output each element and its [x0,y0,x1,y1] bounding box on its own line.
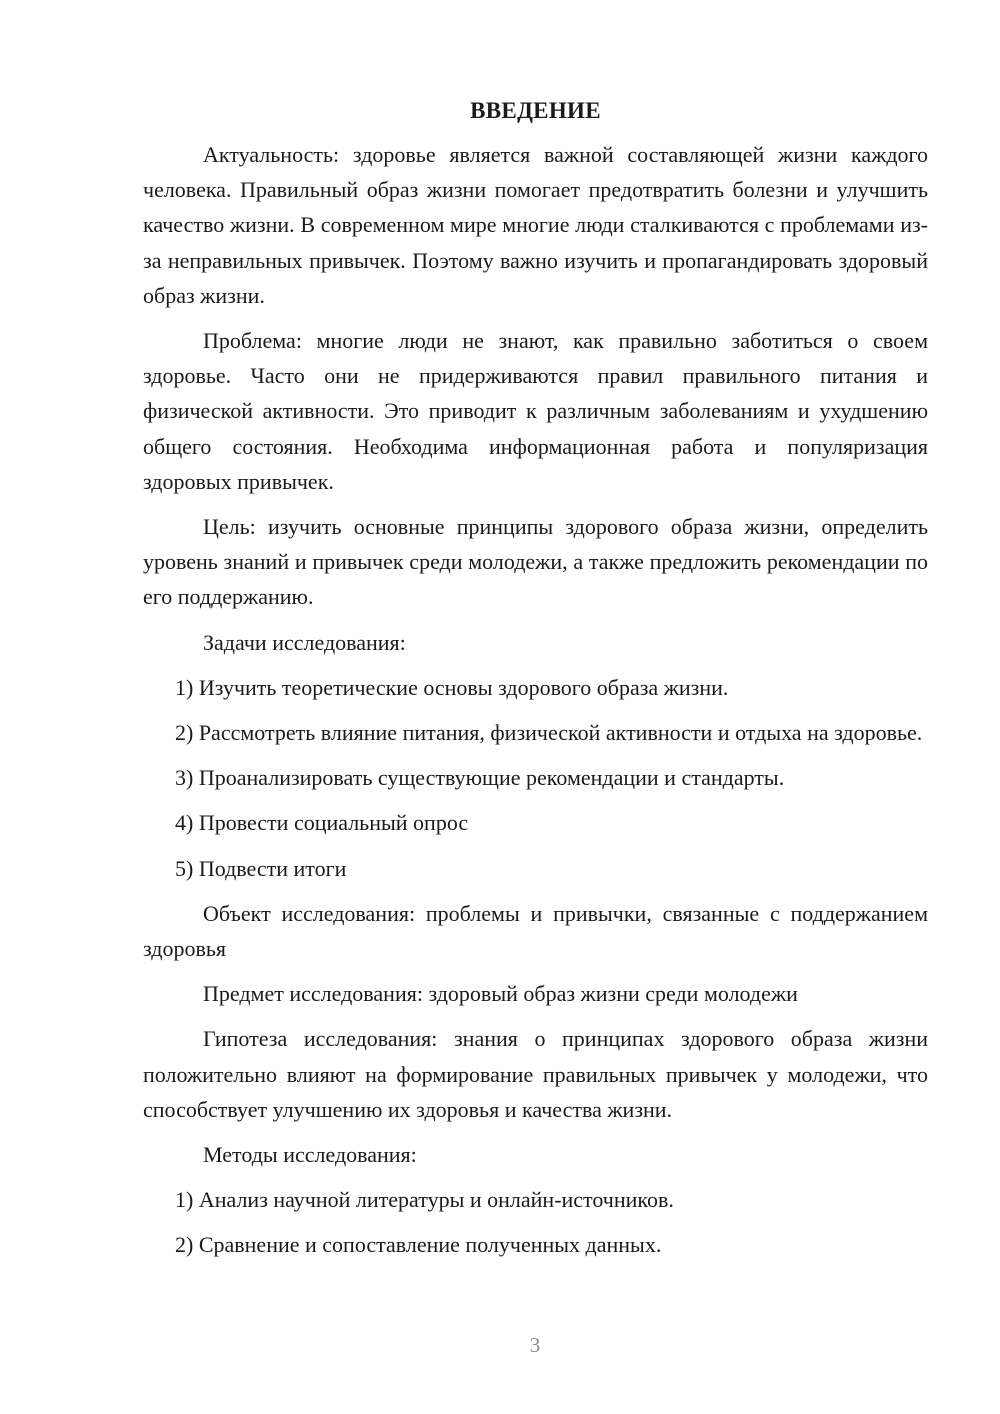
task-item-2: 2) Рассмотреть влияние питания, физической активности и отдыха на здоровье. [175,720,923,746]
subject-paragraph: Предмет исследования: здоровый образ жизни среди молодежи [203,981,798,1007]
goal-paragraph: Цель: изучить основные принципы здорового образа жизни, определить уровень знаний и привычек среди молодежи, а также предложить рекомендации по его поддержанию. [143,514,928,610]
document-page [143,96,928,1263]
method-item-1: 1) Анализ научной литературы и онлайн-источников. [175,1187,674,1213]
relevance-paragraph: Актуальность: здоровье является важной составляющей жизни каждого человека. Правильный образ жизни помогает предотвратить болезни и улучшить качество жизни. В современном мире многие люди сталкиваются с проблемами из-за неправильных привычек. Поэтому важно изучить и пропагандировать здоровый образ жизни. [143,142,928,308]
task-item-3: 3) Проанализировать существующие рекомендации и стандарты. [175,765,785,791]
task-item-4: 4) Провести социальный опрос [175,810,469,836]
problem-paragraph: Проблема: многие люди не знают, как правильно заботиться о своем здоровье. Часто они не придерживаются правил правильного питания и физической активности. Это приводит к различным заболеваниям и ухудшению общего состояния. Необходима информационная работа и популяризация здоровых привычек. [143,328,928,494]
hypothesis-paragraph: Гипотеза исследования: знания о принципах здорового образа жизни положительно влияют на формирование правильных привычек у молодежи, что способствует улучшению их здоровья и качества жизни. [143,1026,928,1122]
page-number: 3 [529,1333,541,1357]
task-item-5: 5) Подвести итоги [175,855,347,881]
methods-heading: Методы исследования: [203,1142,417,1168]
tasks-heading: Задачи исследования: [203,629,406,655]
task-item-1: 1) Изучить теоретические основы здорового образа жизни. [175,674,729,700]
method-item-2: 2) Сравнение и сопоставление полученных данных. [175,1232,662,1258]
section-title: ВВЕДЕНИЕ [470,98,601,123]
object-paragraph: Объект исследования: проблемы и привычки, связанные с поддержанием здоровья [143,900,928,962]
